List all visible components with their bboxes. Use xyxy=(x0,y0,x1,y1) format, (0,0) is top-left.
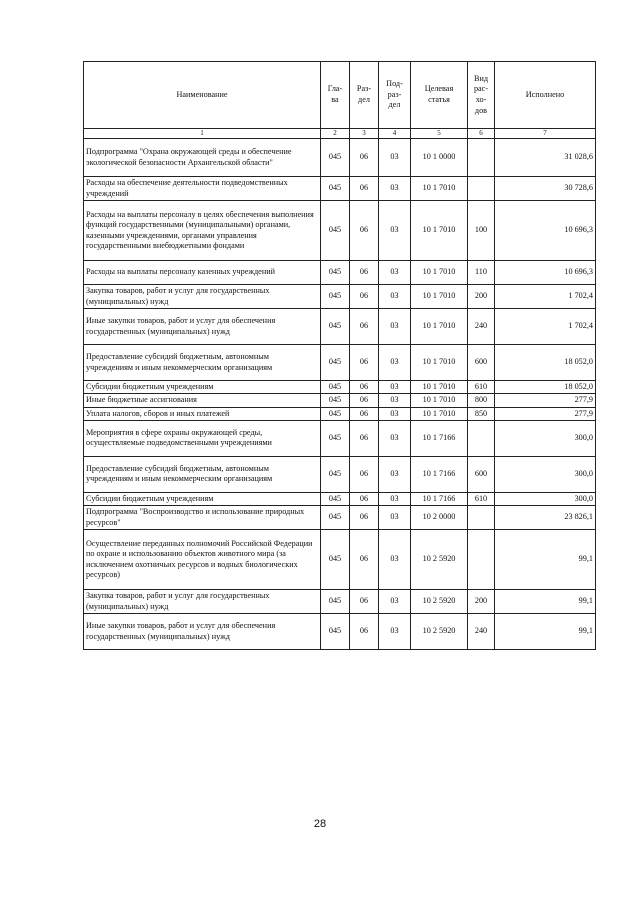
cell-amount: 10 696,3 xyxy=(495,201,596,261)
cell-target: 10 1 0000 xyxy=(411,139,468,177)
column-number: 2 xyxy=(321,129,350,139)
cell-name: Уплата налогов, сборов и иных платежей xyxy=(84,407,321,420)
cell-podrazdel: 03 xyxy=(379,590,411,614)
table-row xyxy=(84,530,596,590)
table-row xyxy=(84,492,596,505)
cell-glava: 045 xyxy=(321,201,350,261)
cell-podrazdel: 03 xyxy=(379,345,411,381)
cell-podrazdel: 03 xyxy=(379,614,411,650)
cell-name: Субсидии бюджетным учреждениям xyxy=(84,381,321,394)
header-razdel: Раз- дел xyxy=(350,62,379,129)
table-row xyxy=(84,456,596,492)
cell-amount: 31 028,6 xyxy=(495,139,596,177)
cell-amount: 1 702,4 xyxy=(495,285,596,309)
cell-razdel: 06 xyxy=(350,345,379,381)
cell-glava: 045 xyxy=(321,177,350,201)
cell-target: 10 1 7010 xyxy=(411,201,468,261)
cell-target: 10 1 7010 xyxy=(411,381,468,394)
cell-podrazdel: 03 xyxy=(379,381,411,394)
cell-amount: 18 052,0 xyxy=(495,381,596,394)
cell-razdel: 06 xyxy=(350,614,379,650)
column-number: 6 xyxy=(468,129,495,139)
header-name: Наименование xyxy=(84,62,321,129)
cell-razdel: 06 xyxy=(350,407,379,420)
cell-amount: 300,0 xyxy=(495,456,596,492)
cell-amount: 99,1 xyxy=(495,530,596,590)
table-row xyxy=(84,394,596,407)
cell-vid xyxy=(468,139,495,177)
cell-name: Расходы на обеспечение деятельности подведомственных учреждений xyxy=(84,177,321,201)
cell-amount: 99,1 xyxy=(495,590,596,614)
cell-target: 10 1 7166 xyxy=(411,420,468,456)
cell-glava: 045 xyxy=(321,614,350,650)
column-number: 5 xyxy=(411,129,468,139)
cell-amount: 1 702,4 xyxy=(495,309,596,345)
column-number: 4 xyxy=(379,129,411,139)
cell-glava: 045 xyxy=(321,345,350,381)
cell-vid: 800 xyxy=(468,394,495,407)
cell-target: 10 1 7010 xyxy=(411,309,468,345)
cell-target: 10 1 7010 xyxy=(411,345,468,381)
cell-amount: 277,9 xyxy=(495,394,596,407)
cell-name: Иные закупки товаров, работ и услуг для обеспечения государственных (муниципальных) нужд xyxy=(84,614,321,650)
cell-target: 10 1 7010 xyxy=(411,394,468,407)
header-vid: Вид рас- хо- дов xyxy=(468,62,495,129)
cell-amount: 277,9 xyxy=(495,407,596,420)
cell-vid: 110 xyxy=(468,261,495,285)
cell-glava: 045 xyxy=(321,139,350,177)
cell-amount: 18 052,0 xyxy=(495,345,596,381)
cell-razdel: 06 xyxy=(350,506,379,530)
cell-glava: 045 xyxy=(321,590,350,614)
cell-razdel: 06 xyxy=(350,177,379,201)
column-number: 1 xyxy=(84,129,321,139)
cell-target: 10 2 5920 xyxy=(411,530,468,590)
cell-razdel: 06 xyxy=(350,261,379,285)
cell-target: 10 1 7166 xyxy=(411,492,468,505)
cell-glava: 045 xyxy=(321,381,350,394)
budget-table xyxy=(83,61,596,650)
cell-amount: 300,0 xyxy=(495,492,596,505)
cell-vid: 240 xyxy=(468,614,495,650)
table-row xyxy=(84,201,596,261)
cell-name: Закупка товаров, работ и услуг для государственных (муниципальных) нужд xyxy=(84,590,321,614)
cell-vid xyxy=(468,177,495,201)
cell-vid: 100 xyxy=(468,201,495,261)
cell-glava: 045 xyxy=(321,261,350,285)
cell-podrazdel: 03 xyxy=(379,309,411,345)
cell-name: Закупка товаров, работ и услуг для государственных (муниципальных) нужд xyxy=(84,285,321,309)
cell-razdel: 06 xyxy=(350,590,379,614)
table-row xyxy=(84,614,596,650)
cell-glava: 045 xyxy=(321,407,350,420)
cell-glava: 045 xyxy=(321,530,350,590)
cell-podrazdel: 03 xyxy=(379,420,411,456)
table-row xyxy=(84,420,596,456)
cell-vid: 610 xyxy=(468,381,495,394)
cell-target: 10 1 7010 xyxy=(411,261,468,285)
cell-podrazdel: 03 xyxy=(379,177,411,201)
cell-target: 10 2 5920 xyxy=(411,614,468,650)
cell-name: Расходы на выплаты персоналу в целях обеспечения выполнения функций государственными (муниципальными) органами, казенными учреждениями, органами управления государственными внебюджетными фондами xyxy=(84,201,321,261)
cell-razdel: 06 xyxy=(350,381,379,394)
table-header-row xyxy=(84,62,596,129)
table-body xyxy=(84,139,596,650)
cell-glava: 045 xyxy=(321,506,350,530)
table-row xyxy=(84,506,596,530)
cell-razdel: 06 xyxy=(350,420,379,456)
cell-razdel: 06 xyxy=(350,530,379,590)
cell-target: 10 2 5920 xyxy=(411,590,468,614)
page-number: 28 xyxy=(313,818,327,830)
table-row xyxy=(84,407,596,420)
table-row xyxy=(84,261,596,285)
cell-name: Предоставление субсидий бюджетным, автономным учреждениям и иным некоммерческим организациям xyxy=(84,456,321,492)
cell-name: Подпрограмма "Воспроизводство и использование природных ресурсов" xyxy=(84,506,321,530)
table-row xyxy=(84,309,596,345)
cell-target: 10 1 7166 xyxy=(411,456,468,492)
header-target: Целевая статья xyxy=(411,62,468,129)
cell-name: Подпрограмма "Охрана окружающей среды и обеспечение экологической безопасности Архангельской области" xyxy=(84,139,321,177)
header-glava: Гла- ва xyxy=(321,62,350,129)
cell-amount: 10 696,3 xyxy=(495,261,596,285)
cell-amount: 23 826,1 xyxy=(495,506,596,530)
cell-podrazdel: 03 xyxy=(379,285,411,309)
cell-podrazdel: 03 xyxy=(379,530,411,590)
cell-target: 10 1 7010 xyxy=(411,407,468,420)
cell-amount: 300,0 xyxy=(495,420,596,456)
cell-podrazdel: 03 xyxy=(379,456,411,492)
cell-vid: 600 xyxy=(468,456,495,492)
cell-vid xyxy=(468,420,495,456)
cell-vid: 200 xyxy=(468,590,495,614)
table-row xyxy=(84,177,596,201)
cell-glava: 045 xyxy=(321,285,350,309)
cell-vid: 610 xyxy=(468,492,495,505)
header-amount: Исполнено xyxy=(495,62,596,129)
cell-podrazdel: 03 xyxy=(379,492,411,505)
cell-vid: 200 xyxy=(468,285,495,309)
column-number: 7 xyxy=(495,129,596,139)
cell-name: Субсидии бюджетным учреждениям xyxy=(84,492,321,505)
cell-razdel: 06 xyxy=(350,285,379,309)
cell-podrazdel: 03 xyxy=(379,506,411,530)
cell-vid: 850 xyxy=(468,407,495,420)
cell-vid xyxy=(468,530,495,590)
cell-target: 10 2 0000 xyxy=(411,506,468,530)
cell-glava: 045 xyxy=(321,420,350,456)
cell-name: Предоставление субсидий бюджетным, автономным учреждениям и иным некоммерческим организациям xyxy=(84,345,321,381)
cell-name: Расходы на выплаты персоналу казенных учреждений xyxy=(84,261,321,285)
cell-razdel: 06 xyxy=(350,394,379,407)
cell-podrazdel: 03 xyxy=(379,201,411,261)
cell-glava: 045 xyxy=(321,394,350,407)
cell-name: Иные закупки товаров, работ и услуг для обеспечения государственных (муниципальных) нужд xyxy=(84,309,321,345)
cell-podrazdel: 03 xyxy=(379,394,411,407)
header-podrazdel: Под- раз- дел xyxy=(379,62,411,129)
cell-razdel: 06 xyxy=(350,139,379,177)
cell-razdel: 06 xyxy=(350,201,379,261)
cell-podrazdel: 03 xyxy=(379,261,411,285)
cell-vid xyxy=(468,506,495,530)
cell-target: 10 1 7010 xyxy=(411,285,468,309)
cell-target: 10 1 7010 xyxy=(411,177,468,201)
table-row xyxy=(84,345,596,381)
cell-glava: 045 xyxy=(321,309,350,345)
table-row xyxy=(84,139,596,177)
table-row xyxy=(84,590,596,614)
cell-name: Осуществление переданных полномочий Российской Федерации по охране и использованию объектов животного мира (за исключением охотничьих ресурсов и водных биологических ресурсов) xyxy=(84,530,321,590)
table-row xyxy=(84,285,596,309)
cell-podrazdel: 03 xyxy=(379,139,411,177)
cell-name: Мероприятия в сфере охраны окружающей среды, осуществляемые подведомственными учреждениями xyxy=(84,420,321,456)
cell-amount: 99,1 xyxy=(495,614,596,650)
table-row xyxy=(84,381,596,394)
column-number-row xyxy=(84,129,596,139)
cell-glava: 045 xyxy=(321,492,350,505)
cell-razdel: 06 xyxy=(350,309,379,345)
cell-razdel: 06 xyxy=(350,492,379,505)
cell-vid: 240 xyxy=(468,309,495,345)
cell-glava: 045 xyxy=(321,456,350,492)
cell-podrazdel: 03 xyxy=(379,407,411,420)
column-number: 3 xyxy=(350,129,379,139)
cell-vid: 600 xyxy=(468,345,495,381)
cell-name: Иные бюджетные ассигнования xyxy=(84,394,321,407)
cell-razdel: 06 xyxy=(350,456,379,492)
cell-amount: 30 728,6 xyxy=(495,177,596,201)
